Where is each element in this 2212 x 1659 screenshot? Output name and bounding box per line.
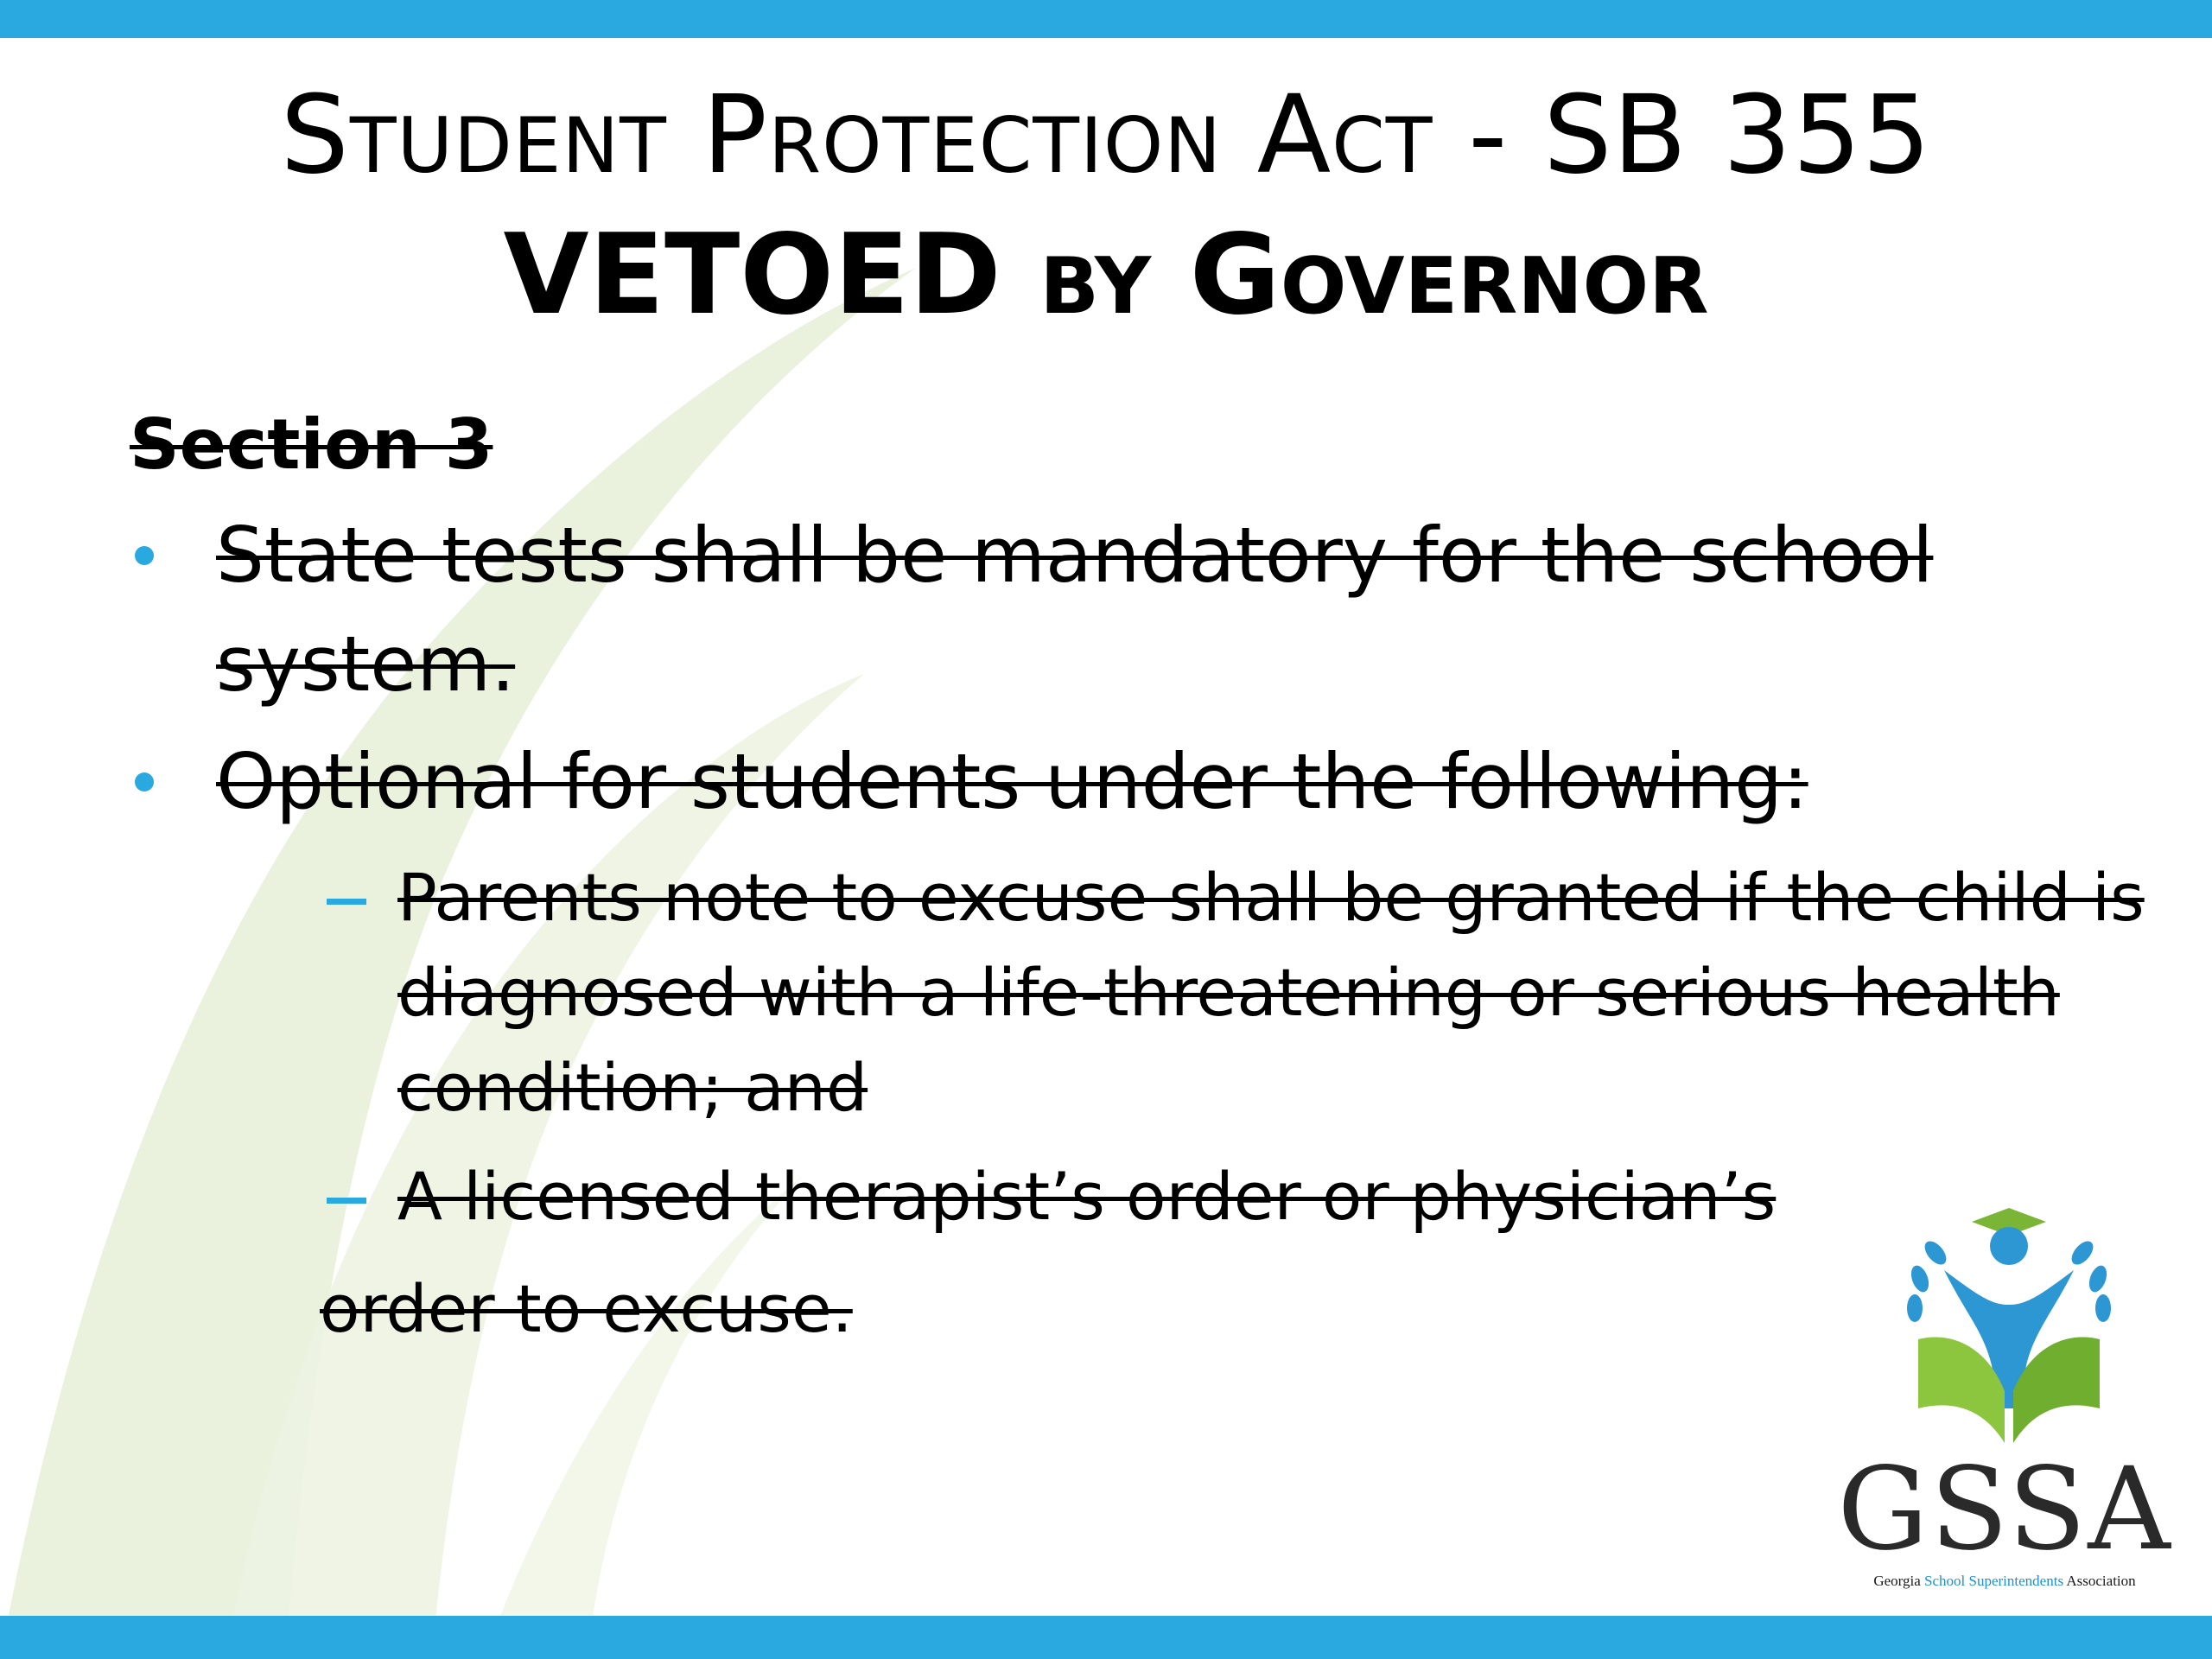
sub-bullet-list [216, 850, 2145, 1244]
title-line-2: VETOED by Governor [503, 211, 1709, 340]
bullet-dot-icon [135, 772, 154, 791]
logo-emblem-icon [1884, 1192, 2134, 1452]
dash-bullet-icon [327, 1198, 366, 1204]
sub-bullet-text: Parents note to excuse shall be granted if the child is diagnosed with a life-threatening or serious health condition; and [397, 859, 2145, 1126]
sub-bullet-item [216, 850, 2212, 1135]
slide-body [130, 397, 2145, 1357]
bullet-dot-icon [135, 546, 154, 565]
sub-bullet-text: A licensed therapist’s order or physician’s [397, 1158, 1777, 1235]
logo-full-name: Georgia School Superintendents Association [1873, 1573, 2136, 1589]
section-heading: Section 3 [130, 404, 493, 485]
bottom-accent-band [0, 1616, 2212, 1659]
dash-bullet-icon [327, 899, 366, 905]
bullet-list [130, 501, 2145, 1244]
continuation-text: order to excuse. [320, 1270, 853, 1347]
bullet-text: State tests shall be mandatory for the school system. [216, 511, 1934, 709]
slide-title [0, 71, 2212, 349]
bullet-item [130, 728, 2145, 1244]
logo-acronym: GSSA [1837, 1443, 2172, 1576]
title-line-1: Student Protection Act - SB 355 [280, 73, 1932, 198]
gssa-logo [1815, 1192, 2195, 1590]
bullet-text: Optional for students under the following: [216, 737, 1808, 826]
bullet-item [130, 501, 2074, 719]
